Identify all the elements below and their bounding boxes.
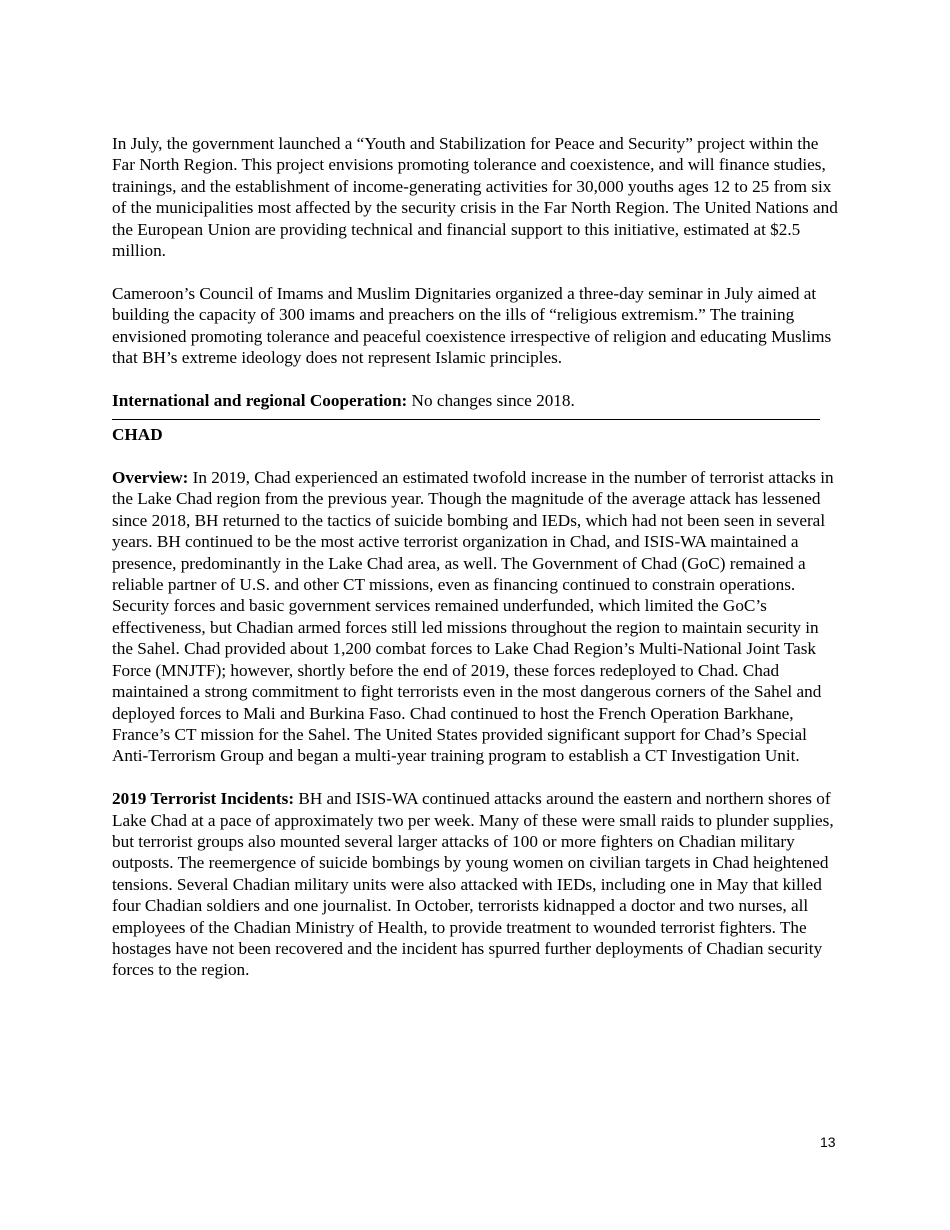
incidents-paragraph <box>112 788 840 981</box>
overview-paragraph <box>112 467 840 767</box>
overview-text: In 2019, Chad experienced an estimated twofold increase in the number of terrorist attacks in the Lake Chad region from the previous year. Though the magnitude of the average attack has lessened since 2018, BH returned to the tactics of suicide bombing and IEDs, which had not been seen in several years. BH continued to be the most active terrorist organization in Chad, and ISIS-WA maintained a presence, predominantly in the Lake Chad area, as well. The Government of Chad (GoC) remained a reliable partner of U.S. and other CT missions, even as financing continued to constrain operations. Security forces and basic government services remained underfunded, which limited the GoC’s effectiveness, but Chadian armed forces still led missions throughout the region to maintain security in the Sahel. Chad provided about 1,200 combat forces to Lake Chad Region’s Multi-National Joint Task Force (MNJTF); however, shortly before the end of 2019, these forces redeployed to Chad. Chad maintained a strong commitment to fight terrorists even in the most dangerous corners of the Sahel and deployed forces to Mali and Burkina Faso. Chad continued to host the French Operation Barkhane, France’s CT mission for the Sahel. The United States provided significant support for Chad’s Special Anti-Terrorism Group and began a multi-year training program to establish a CT Investigation Unit. <box>112 468 834 766</box>
cooperation-paragraph <box>112 390 840 411</box>
youth-project-paragraph: In July, the government launched a “Youth and Stabilization for Peace and Security” project within the Far North Region. This project envisions promoting tolerance and coexistence, and will finance studies, trainings, and the establishment of income-generating activities for 30,000 youths ages 12 to 25 from six of the municipalities most affected by the security crisis in the Far North Region. The United Nations and the European Union are providing technical and financial support to this initiative, estimated at $2.5 million. <box>112 134 838 261</box>
chad-heading: CHAD <box>112 425 163 445</box>
page-number: 13 <box>820 1134 836 1150</box>
cooperation-label: International and regional Cooperation: <box>112 390 408 410</box>
cooperation-text: No changes since 2018. <box>407 390 575 410</box>
section-divider <box>112 419 820 420</box>
imams-seminar-paragraph: Cameroon’s Council of Imams and Muslim Dignitaries organized a three-day seminar in July aimed at building the capacity of 300 imams and preachers on the ills of “religious extremism.” The training envisioned promoting tolerance and peaceful coexistence irrespective of religion and educating Muslims that BH’s extreme ideology does not represent Islamic principles. <box>112 283 832 368</box>
overview-label: Overview: <box>112 468 189 488</box>
document-page <box>112 133 840 1002</box>
incidents-label: 2019 Terrorist Incidents: <box>112 789 295 809</box>
incidents-text: BH and ISIS-WA continued attacks around the eastern and northern shores of Lake Chad at a pace of approximately two per week. Many of these were small raids to plunder supplies, but terrorist groups also mounted several larger attacks of 100 or more fighters on Chadian military outposts. The reemergence of suicide bombings by young women on civilian targets in Chad heightened tensions. Several Chadian military units were also attacked with IEDs, including one in May that killed four Chadian soldiers and one journalist. In October, terrorists kidnapped a doctor and two nurses, all employees of the Chadian Ministry of Health, to provide treatment to wounded terrorist fighters. The hostages have not been recovered and the incident has spurred further deployments of Chadian security forces to the region. <box>112 789 834 980</box>
